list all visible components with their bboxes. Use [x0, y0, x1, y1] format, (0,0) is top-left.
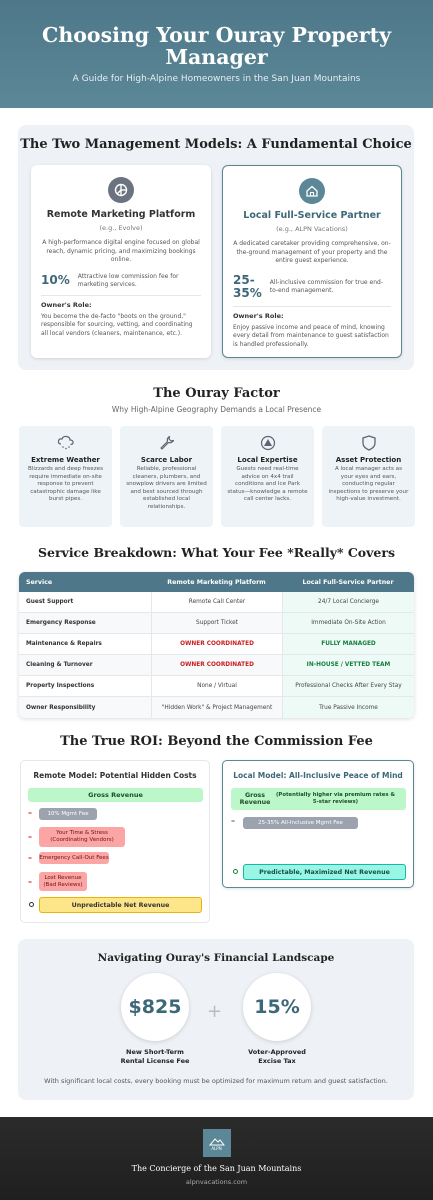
wrench-icon	[120, 434, 213, 452]
factor-card-asset	[322, 426, 415, 527]
cloud-snow-icon	[19, 434, 112, 452]
compass-icon	[221, 434, 314, 452]
factor-card-expertise	[221, 426, 314, 527]
license-fee-label: New Short-Term Rental License Fee	[120, 1048, 190, 1065]
management-models-section	[18, 125, 414, 370]
local-fee-row	[233, 274, 391, 307]
local-cell: Immediate On-Site Action	[282, 613, 414, 633]
factor-text: Guests need real-time advice on 4x4 trail conditions and Ice Park status—knowledge a remote call center lacks.	[227, 466, 308, 502]
service-cell: Cleaning & Turnover	[26, 662, 93, 668]
remote-card-example: (e.g., Evolve)	[99, 224, 143, 232]
factor-title: Asset Protection	[335, 456, 402, 464]
remote-lost-revenue: Lost Revenue (Bad Reviews)	[39, 872, 87, 891]
table-header-cell: Remote Marketing Platform	[167, 578, 266, 586]
local-role-text: Enjoy passive income and peace of mind, knowing every detail from maintenance to guest satisfaction is handled professionally.	[233, 323, 389, 348]
factor-text: A local manager acts as your eyes and ears, conducting regular inspections to preserve your high-value investment.	[328, 466, 409, 502]
local-roi-panel	[222, 760, 414, 888]
remote-callout-fees: Emergency Call-Out Fees	[39, 852, 109, 864]
local-role-label: Owner's Role:	[233, 311, 284, 320]
local-cell: FULLY MANAGED	[282, 634, 414, 654]
page-title: Choosing Your Ouray Property Manager	[42, 23, 391, 69]
plus-icon: +	[207, 1001, 223, 1022]
remote-gross-revenue: Gross Revenue	[28, 788, 203, 802]
factor-title: Scarce Labor	[140, 456, 193, 464]
local-cell: True Passive Income	[282, 697, 414, 718]
remote-fee-row	[41, 273, 201, 296]
network-icon	[108, 177, 134, 203]
page-header	[0, 0, 433, 108]
excise-tax-label: Voter-Approved Excise Tax	[248, 1048, 306, 1065]
license-fee-circle: $825	[121, 973, 189, 1041]
service-breakdown-title: Service Breakdown: What Your Fee *Really* Covers	[37, 545, 395, 560]
local-gross-label: Gross Revenue	[239, 792, 271, 806]
ouray-factor-title: The Ouray Factor	[153, 386, 280, 401]
remote-card-description: A high-performance digital engine focused on global reach, dynamic pricing, and maximizing bookings online.	[42, 239, 200, 263]
financial-landscape-section	[18, 939, 414, 1100]
excise-tax-circle: 15%	[243, 973, 311, 1041]
remote-mgmt-fee: 10% Mgmt Fee	[39, 808, 97, 820]
minus-icon: –	[231, 816, 235, 825]
table-header-cell: Service	[26, 578, 53, 586]
local-fee-value: 25-35%	[233, 272, 262, 300]
factor-title: Local Expertise	[237, 456, 298, 464]
local-card-description: A dedicated caretaker providing comprehensive, on-the-ground management of your property and the entire guest experience.	[233, 240, 391, 264]
minus-icon: –	[28, 808, 32, 817]
logo-text: ALPN	[211, 1145, 222, 1151]
result-dot-icon	[29, 902, 34, 907]
service-cell: Owner Responsibility	[26, 704, 96, 711]
remote-net-revenue: Unpredictable Net Revenue	[39, 897, 202, 913]
alpn-logo	[203, 1129, 231, 1157]
local-gross-note: (Potentially higher via premium rates & 5-star reviews)	[276, 792, 395, 805]
footer-url-link[interactable]: alpnvacations.com	[185, 1178, 248, 1186]
table-row	[19, 655, 414, 676]
local-net-revenue: Predictable, Maximized Net Revenue	[243, 864, 406, 880]
service-cell: Emergency Response	[26, 620, 96, 626]
shield-icon	[322, 434, 415, 452]
service-breakdown-table	[19, 572, 414, 718]
finance-title: Navigating Ouray's Financial Landscape	[97, 952, 335, 964]
table-header-cell: Local Full-Service Partner	[302, 578, 394, 586]
remote-fee-text: Attractive low commission fee for marketing services.	[77, 272, 179, 288]
factor-text: Reliable, professional cleaners, plumbers, and snowplow drivers are limited and best sourced through established local relationships.	[126, 466, 207, 510]
factor-card-labor	[120, 426, 213, 527]
result-dot-icon	[233, 869, 238, 874]
remote-cell: "Hidden Work" & Project Management	[151, 697, 282, 718]
local-cell: 24/7 Local Concierge	[282, 592, 414, 612]
local-card-title: Local Full-Service Partner	[243, 210, 381, 221]
table-row	[19, 676, 414, 697]
minus-icon: –	[28, 877, 32, 886]
remote-fee-value: 10%	[41, 273, 70, 287]
remote-card-title: Remote Marketing Platform	[46, 209, 196, 220]
local-mgmt-fee: 25-35% All-Inclusive Mgmt Fee	[243, 817, 358, 829]
remote-roi-panel	[20, 760, 210, 923]
local-gross-revenue	[231, 788, 406, 810]
table-header-row	[19, 572, 414, 592]
table-row	[19, 592, 414, 613]
remote-role-label: Owner's Role:	[41, 300, 92, 309]
mountain-icon	[209, 1136, 225, 1146]
factor-card-weather	[19, 426, 112, 527]
service-cell: Maintenance & Repairs	[26, 641, 102, 647]
remote-cell: Remote Call Center	[151, 592, 282, 612]
ouray-factor-subtitle: Why High-Alpine Geography Demands a Local Presence	[111, 405, 322, 414]
remote-cell: OWNER COORDINATED	[151, 634, 282, 654]
local-roi-title: Local Model: All-Inclusive Peace of Mind	[233, 771, 403, 780]
remote-cell: None / Virtual	[151, 676, 282, 696]
remote-roi-title: Remote Model: Potential Hidden Costs	[33, 771, 197, 780]
local-partner-card	[222, 165, 402, 358]
minus-icon: –	[28, 853, 32, 862]
table-row	[19, 613, 414, 634]
roi-title: The True ROI: Beyond the Commission Fee	[60, 734, 373, 749]
footer-tagline: The Concierge of the San Juan Mountains	[131, 1164, 302, 1173]
service-cell: Guest Support	[26, 599, 74, 605]
remote-cell: OWNER COORDINATED	[151, 655, 282, 675]
remote-role-text: You become the de-facto "boots on the ground," responsible for sourcing, vetting, and coordinating all local vendors (cleaners, maintenance, etc.).	[41, 312, 193, 337]
factor-text: Blizzards and deep freezes require immediate on-site response to prevent catastrophic damage like burst pipes.	[27, 466, 104, 502]
remote-platform-card	[31, 165, 211, 358]
local-card-example: (e.g., ALPN Vacations)	[276, 225, 348, 233]
remote-time-stress: Your Time & Stress (Coordinating Vendors)	[39, 827, 125, 847]
factor-title: Extreme Weather	[31, 456, 100, 464]
finance-note: With significant local costs, every booking must be optimized for maximum return and guest satisfaction.	[44, 1077, 388, 1085]
local-cell: IN-HOUSE / VETTED TEAM	[282, 655, 414, 675]
minus-icon: –	[28, 832, 32, 841]
page-footer	[0, 1117, 433, 1200]
house-icon	[299, 178, 325, 204]
table-row	[19, 634, 414, 655]
service-cell: Property Inspections	[26, 683, 95, 689]
table-row	[19, 697, 414, 718]
remote-cell: Support Ticket	[151, 613, 282, 633]
local-cell: Professional Checks After Every Stay	[282, 676, 414, 696]
local-fee-text: All-inclusive commission for true end-to-end management.	[269, 278, 383, 294]
page-subtitle: A Guide for High-Alpine Homeowners in the San Juan Mountains	[72, 74, 361, 84]
models-title: The Two Management Models: A Fundamental Choice	[20, 137, 412, 152]
